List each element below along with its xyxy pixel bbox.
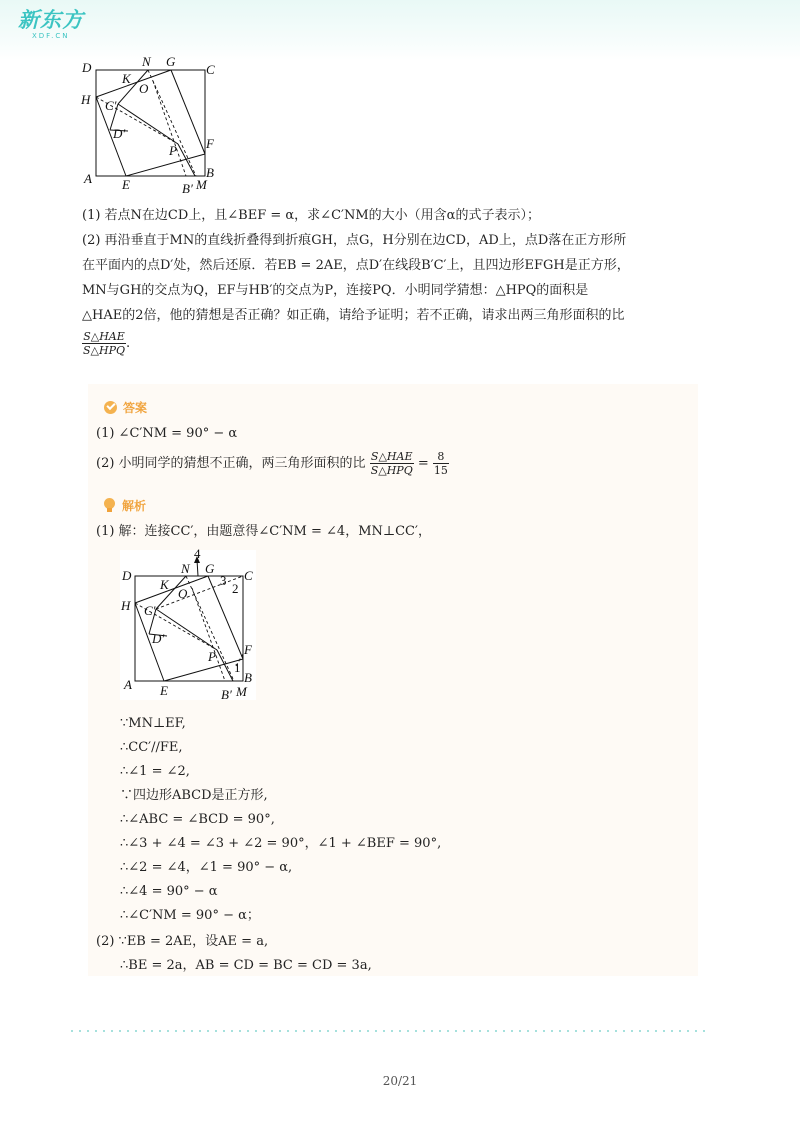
answer-tag xyxy=(104,399,147,416)
answer-part2-text: (2) 小明同学的猜想不正确，两三角形面积的比 xyxy=(96,456,366,471)
label-p: P xyxy=(208,649,216,664)
label-c-prime: C′ xyxy=(144,603,156,618)
label-a: A xyxy=(124,677,132,692)
analysis-step-5: ∴∠ABC = ∠BCD = 90°, xyxy=(120,812,275,827)
analysis-step-3: ∴∠1 = ∠2, xyxy=(120,764,190,779)
question-part2-line4: △HAE的2倍，他的猜想是否正确？如正确，请给予证明；若不正确，请求出两三角形面积的比 xyxy=(82,308,625,323)
page-number: 20/21 xyxy=(382,1074,418,1088)
label-e: E xyxy=(122,177,130,192)
logo xyxy=(18,8,84,40)
analysis-tag-label: 解析 xyxy=(122,499,147,513)
geometry-figure-1 xyxy=(78,56,228,196)
label-c-prime: C′ xyxy=(105,98,117,113)
answer-ratio-denominator: S△HPQ xyxy=(370,464,413,477)
label-p: P xyxy=(169,143,177,158)
analysis-tag xyxy=(104,497,146,514)
segment-cp-p xyxy=(118,104,178,144)
label-b-prime: B′ xyxy=(182,181,193,196)
analysis-step-6: ∴∠3 + ∠4 = ∠3 + ∠2 = 90°，∠1 + ∠BEF = 90°, xyxy=(120,836,442,851)
label-2: 2 xyxy=(232,581,239,596)
analysis-part2-line1: (2) ∵EB = 2AE，设AE = a, xyxy=(96,934,269,949)
answer-value-numerator: 8 xyxy=(433,450,449,464)
segment-gf xyxy=(171,70,205,154)
footer-divider xyxy=(68,1030,710,1032)
analysis-intro: (1) 解：连接CC′，由题意得∠C′NM = ∠4，MN⊥CC′， xyxy=(96,524,431,539)
answer-equals: = xyxy=(417,456,429,471)
label-d: D xyxy=(122,568,132,583)
lightbulb-icon xyxy=(104,498,115,512)
label-b-prime: B′ xyxy=(221,687,232,702)
label-4: 4 xyxy=(194,546,201,561)
label-3: 3 xyxy=(220,573,227,588)
label-f: F xyxy=(206,136,214,151)
answer-tag-label: 答案 xyxy=(123,401,148,415)
ratio-fraction xyxy=(82,330,126,357)
analysis-step-1: ∵MN⊥EF, xyxy=(120,716,186,731)
label-c: C xyxy=(244,568,253,583)
check-circle-icon xyxy=(104,401,117,414)
answer-ratio-fraction xyxy=(370,450,414,477)
label-b: B xyxy=(244,670,252,685)
answer-value-fraction xyxy=(433,450,449,477)
logo-text: 新东方 xyxy=(18,8,84,32)
label-o: O xyxy=(178,586,188,601)
label-g: G xyxy=(166,56,176,69)
label-h: H xyxy=(81,92,91,107)
label-g: G xyxy=(205,561,215,576)
label-e: E xyxy=(160,683,168,698)
answer-ratio-numerator: S△HAE xyxy=(370,450,413,463)
question-block xyxy=(82,203,712,357)
label-d-prime: D′ xyxy=(113,126,126,141)
label-m: M xyxy=(236,684,247,699)
question-part2-line1: (2) 再沿垂直于MN的直线折叠得到折痕GH，点G，H分别在边CD，AD上，点D落在正方形所 xyxy=(82,233,627,248)
question-part1: (1) 若点N在边CD上，且∠BEF = α，求∠C′NM的大小（用含α的式子表示）； xyxy=(82,208,540,223)
label-m: M xyxy=(196,177,207,192)
analysis-step-4: ∵四边形ABCD是正方形, xyxy=(120,788,268,803)
analysis-step-2: ∴CC′//FE, xyxy=(120,740,183,755)
question-part2-line2: 在平面内的点D′处，然后还原．若EB = 2AE，点D′在线段B′C′上，且四边形EFGH是正方形， xyxy=(82,258,630,273)
label-d-prime: D′ xyxy=(152,631,165,646)
label-n: N xyxy=(181,561,190,576)
ratio-numerator: S△HAE xyxy=(83,330,125,343)
answer-part1: (1) ∠C′NM = 90° − α xyxy=(96,426,238,441)
answer-value-denominator: 15 xyxy=(433,464,448,477)
label-c: C xyxy=(206,62,215,77)
label-d: D xyxy=(82,60,92,75)
question-part2-line3: MN与GH的交点为Q，EF与HB′的交点为P，连接PQ．小明同学猜想：△HPQ的面积是 xyxy=(82,283,589,298)
label-f: F xyxy=(244,642,252,657)
answer-part2 xyxy=(96,450,449,477)
label-k: K xyxy=(160,577,169,592)
header-band xyxy=(0,0,800,60)
geometry-figure-2 xyxy=(120,546,260,704)
label-h: H xyxy=(121,598,131,613)
label-1: 1 xyxy=(234,660,241,675)
label-b: B xyxy=(206,165,214,180)
question-ratio xyxy=(82,330,712,357)
analysis-step-9: ∴∠C′NM = 90° − α； xyxy=(120,908,260,923)
logo-subtext: XDF.CN xyxy=(32,32,70,40)
segment-hg xyxy=(96,70,171,97)
label-o: O xyxy=(139,81,149,96)
label-k: K xyxy=(122,71,131,86)
label-a: A xyxy=(84,171,92,186)
analysis-step-7: ∴∠2 = ∠4，∠1 = 90° − α, xyxy=(120,860,293,875)
label-n: N xyxy=(142,56,151,69)
ratio-denominator: S△HPQ xyxy=(83,344,126,357)
analysis-part2-line2: ∴BE = 2a，AB = CD = BC = CD = 3a, xyxy=(120,958,372,973)
ratio-period: . xyxy=(126,336,131,351)
analysis-step-8: ∴∠4 = 90° − α xyxy=(120,884,218,899)
